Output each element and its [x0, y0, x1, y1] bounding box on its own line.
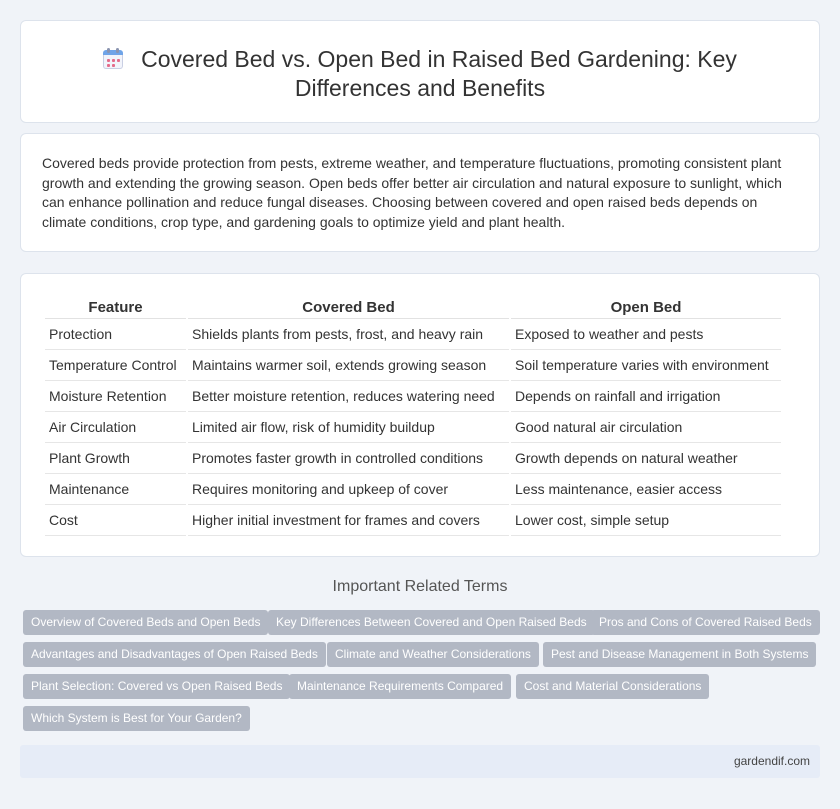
covered-cell: Higher initial investment for frames and covers	[188, 505, 509, 536]
table-row	[45, 319, 781, 350]
feature-cell: Maintenance	[45, 474, 186, 505]
calendar-icon	[103, 48, 123, 69]
feature-cell: Air Circulation	[45, 412, 186, 443]
open-cell: Depends on rainfall and irrigation	[511, 381, 781, 412]
covered-cell: Requires monitoring and upkeep of cover	[188, 474, 509, 505]
header-feature: Feature	[45, 295, 186, 319]
table-row	[45, 474, 781, 505]
feature-cell: Moisture Retention	[45, 381, 186, 412]
header-open-bed: Open Bed	[511, 295, 781, 319]
page-title	[21, 45, 819, 103]
open-cell: Good natural air circulation	[511, 412, 781, 443]
comparison-table	[43, 295, 783, 536]
table-row	[45, 505, 781, 536]
related-tag-overview[interactable]: Overview of Covered Beds and Open Beds	[23, 610, 268, 635]
related-tag-climate[interactable]: Climate and Weather Considerations	[327, 642, 539, 667]
intro-paragraph: Covered beds provide protection from pests, extreme weather, and temperature fluctuations, promoting consistent plant growth and extending the growing season. Open beds offer better air circulation and natural exposure to sunlight, which can enhance pollination and reduce fungal diseases. Choosing between covered and open raised beds depends on climate conditions, crop type, and gardening goals to optimize yield and plant health.	[42, 155, 782, 230]
header-covered-bed: Covered Bed	[188, 295, 509, 319]
related-tag-cost[interactable]: Cost and Material Considerations	[516, 674, 709, 699]
title-line-2: Differences and Benefits	[294, 75, 546, 101]
table-row	[45, 443, 781, 474]
footer-site-link[interactable]: gardendif.com	[733, 754, 810, 768]
covered-cell: Maintains warmer soil, extends growing season	[188, 350, 509, 381]
feature-cell: Protection	[45, 319, 186, 350]
comparison-card	[20, 273, 820, 557]
title-line-1: Covered Bed vs. Open Bed in Raised Bed Gardening: Key	[141, 46, 737, 72]
title-card	[20, 20, 820, 123]
open-cell: Lower cost, simple setup	[511, 505, 781, 536]
related-tag-key-differences[interactable]: Key Differences Between Covered and Open Raised Beds	[268, 610, 595, 635]
related-tag-plant-selection[interactable]: Plant Selection: Covered vs Open Raised Beds	[23, 674, 290, 699]
covered-cell: Promotes faster growth in controlled conditions	[188, 443, 509, 474]
table-header-row	[45, 295, 781, 319]
intro-card	[20, 133, 820, 252]
feature-cell: Cost	[45, 505, 186, 536]
related-tag-pest-disease[interactable]: Pest and Disease Management in Both Systems	[543, 642, 816, 667]
covered-cell: Limited air flow, risk of humidity buildup	[188, 412, 509, 443]
related-terms-title: Important Related Terms	[332, 578, 508, 595]
table-row	[45, 350, 781, 381]
related-tag-maintenance[interactable]: Maintenance Requirements Compared	[289, 674, 511, 699]
open-cell: Growth depends on natural weather	[511, 443, 781, 474]
footer	[20, 745, 820, 778]
table-row	[45, 381, 781, 412]
table-row	[45, 412, 781, 443]
covered-cell: Shields plants from pests, frost, and heavy rain	[188, 319, 509, 350]
open-cell: Exposed to weather and pests	[511, 319, 781, 350]
feature-cell: Plant Growth	[45, 443, 186, 474]
related-tag-advantages[interactable]: Advantages and Disadvantages of Open Raised Beds	[23, 642, 326, 667]
feature-cell: Temperature Control	[45, 350, 186, 381]
covered-cell: Better moisture retention, reduces watering need	[188, 381, 509, 412]
related-tag-pros-cons[interactable]: Pros and Cons of Covered Raised Beds	[591, 610, 820, 635]
open-cell: Less maintenance, easier access	[511, 474, 781, 505]
open-cell: Soil temperature varies with environment	[511, 350, 781, 381]
related-tag-which-system[interactable]: Which System is Best for Your Garden?	[23, 706, 250, 731]
